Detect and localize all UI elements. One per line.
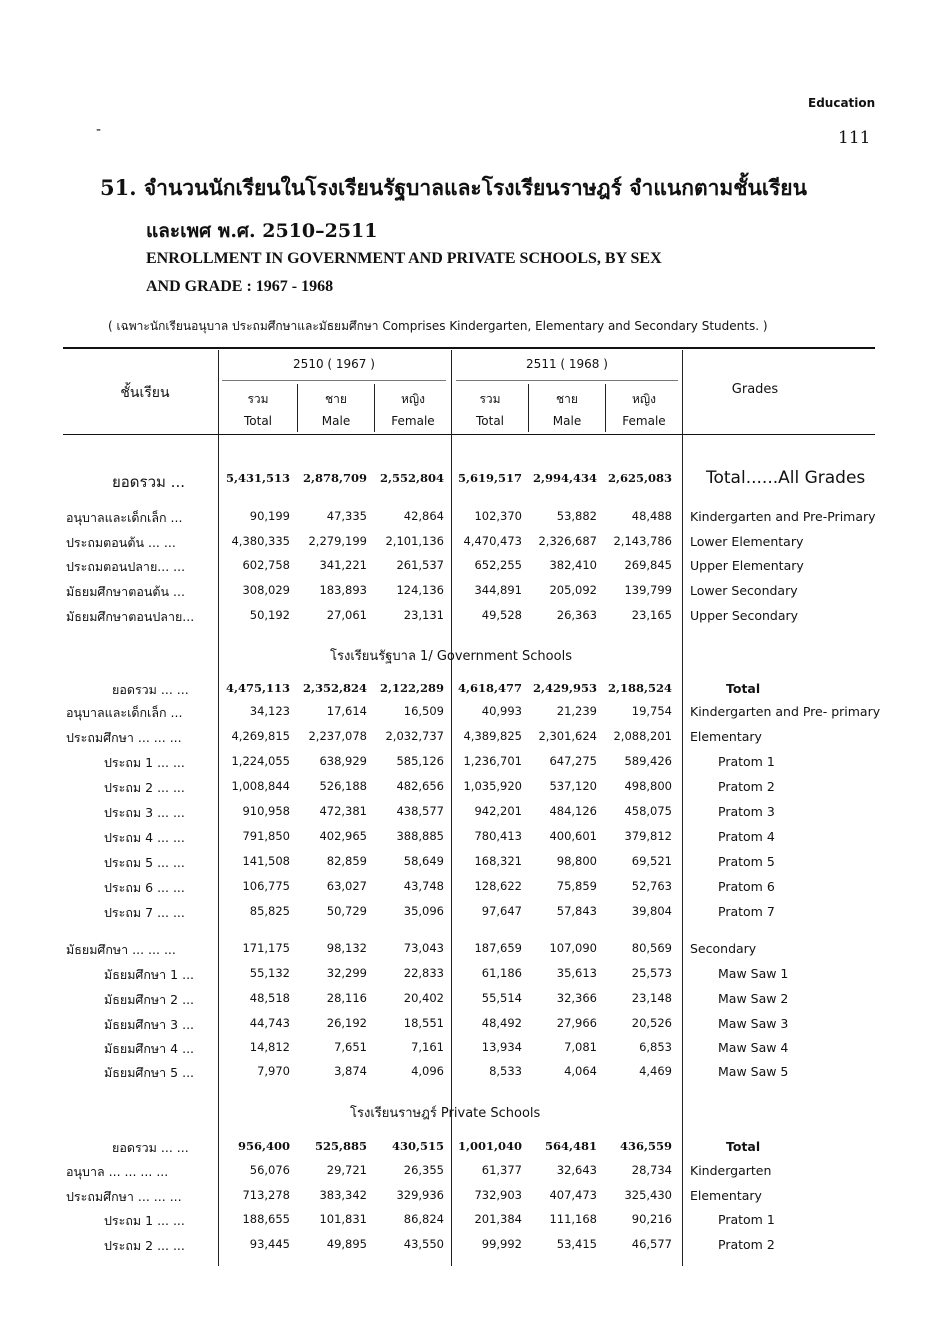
row-label-thai: มัธยมศึกษาตอนปลาย...	[66, 609, 195, 624]
header-1968-female-english: Female	[622, 414, 666, 428]
header-1968-total-thai: รวม	[479, 392, 501, 406]
table-cell: 43,748	[403, 879, 444, 893]
table-cell: 526,188	[319, 779, 367, 793]
table-cell: 44,743	[249, 1016, 290, 1030]
table-cell: 188,655	[242, 1212, 290, 1226]
row-label-english: Secondary	[690, 941, 757, 956]
table-cell: 1,001,040	[457, 1139, 522, 1153]
table-cell: 17,614	[326, 704, 367, 718]
row-label-thai: มัธยมศึกษา ... ... ...	[66, 942, 176, 957]
row-label-english: Pratom 7	[718, 904, 775, 919]
table-cell: 5,431,513	[225, 471, 290, 485]
header-1967-female-english: Female	[391, 414, 435, 428]
table-cell: 28,116	[326, 991, 367, 1005]
row-label-thai: ประถม 2 ... ...	[104, 780, 185, 795]
table-cell: 32,366	[556, 991, 597, 1005]
row-label-english: Kindergarten and Pre-Primary	[690, 509, 876, 524]
row-label-english: Maw Saw 2	[718, 991, 789, 1006]
table-cell: 647,275	[549, 754, 597, 768]
row-label-thai: ยอดรวม ... ...	[112, 682, 189, 697]
table-cell: 498,800	[624, 779, 672, 793]
table-cell: 1,035,920	[463, 779, 522, 793]
header-year-1968: 2511 ( 1968 )	[526, 357, 608, 371]
table-cell: 7,161	[411, 1040, 444, 1054]
table-cell: 4,380,335	[231, 534, 290, 548]
table-cell: 525,885	[314, 1139, 367, 1153]
row-label-thai: มัธยมศึกษา 4 ...	[104, 1041, 195, 1056]
table-cell: 400,601	[549, 829, 597, 843]
table-cell: 39,804	[631, 904, 672, 918]
table-cell: 26,192	[326, 1016, 367, 1030]
row-label-thai: ประถม 1 ... ...	[104, 1213, 185, 1228]
header-1968-total-english: Total	[475, 414, 505, 428]
row-label-thai: ประถมศึกษา ... ... ...	[66, 1189, 182, 1204]
table-cell: 107,090	[549, 941, 597, 955]
table-cell: 61,186	[481, 966, 522, 980]
table-cell: 2,237,078	[308, 729, 367, 743]
row-label-english: Pratom 3	[718, 804, 775, 819]
table-cell: 537,120	[549, 779, 597, 793]
row-label-english: Total	[726, 681, 761, 696]
table-cell: 48,488	[631, 509, 672, 523]
table-cell: 2,878,709	[302, 471, 367, 485]
table-cell: 438,577	[396, 804, 444, 818]
row-label-english: Maw Saw 1	[718, 966, 789, 981]
table-cell: 101,831	[319, 1212, 367, 1226]
table-cell: 139,799	[624, 583, 672, 597]
table-cell: 379,812	[624, 829, 672, 843]
title-thai-line2: และเพศ พ.ศ. 2510–2511	[146, 220, 378, 242]
table-cell: 27,061	[326, 608, 367, 622]
table-cell: 102,370	[474, 509, 522, 523]
table-cell: 90,216	[631, 1212, 672, 1226]
table-cell: 732,903	[474, 1188, 522, 1202]
table-cell: 63,027	[326, 879, 367, 893]
table-cell: 341,221	[319, 558, 367, 572]
row-label-english: Pratom 2	[718, 779, 775, 794]
table-cell: 780,413	[474, 829, 522, 843]
row-label-english: Lower Secondary	[690, 583, 798, 598]
table-cell: 49,528	[481, 608, 522, 622]
table-cell: 16,509	[403, 704, 444, 718]
row-label-thai: มัธยมศึกษาตอนต้น ...	[66, 584, 185, 599]
title-thai-line1: 51. จำนวนนักเรียนในโรงเรียนรัฐบาลและโรงเรียนราษฎร์ จำแนกตามชั้นเรียน	[100, 175, 807, 200]
row-label-english: Pratom 6	[718, 879, 775, 894]
table-cell: 13,934	[481, 1040, 522, 1054]
table-cell: 956,400	[237, 1139, 290, 1153]
table-cell: 269,845	[624, 558, 672, 572]
table-cell: 49,895	[326, 1237, 367, 1251]
table-cell: 20,402	[403, 991, 444, 1005]
table-cell: 1,008,844	[231, 779, 290, 793]
table-cell: 47,335	[326, 509, 367, 523]
row-label-english: Pratom 1	[718, 1212, 775, 1227]
table-cell: 430,515	[391, 1139, 444, 1153]
table-cell: 3,874	[334, 1064, 367, 1078]
header-grades-english: Grades	[731, 382, 779, 397]
table-cell: 8,533	[489, 1064, 522, 1078]
table-cell: 2,352,824	[302, 681, 367, 695]
table-cell: 2,101,136	[385, 534, 444, 548]
table-cell: 261,537	[396, 558, 444, 572]
table-cell: 407,473	[549, 1188, 597, 1202]
header-year-1967: 2510 ( 1967 )	[293, 357, 375, 371]
table-cell: 4,096	[411, 1064, 444, 1078]
table-cell: 32,643	[556, 1163, 597, 1177]
table-cell: 80,569	[631, 941, 672, 955]
row-label-english: Elementary	[690, 729, 762, 744]
table-cell: 564,481	[544, 1139, 597, 1153]
year1-underline	[222, 380, 446, 381]
table-cell: 325,430	[624, 1188, 672, 1202]
table-cell: 329,936	[396, 1188, 444, 1202]
header-1967-female-thai: หญิง	[401, 392, 425, 406]
table-cell: 57,843	[556, 904, 597, 918]
table-cell: 35,613	[556, 966, 597, 980]
row-label-english: Total	[726, 1139, 761, 1154]
row-label-thai: ประถม 3 ... ...	[104, 805, 185, 820]
header-grade-thai: ชั้นเรียน	[120, 385, 170, 401]
table-cell: 32,299	[326, 966, 367, 980]
row-label-english: Maw Saw 5	[718, 1064, 789, 1079]
table-cell: 93,445	[249, 1237, 290, 1251]
row-label-english: Lower Elementary	[690, 534, 804, 549]
table-cell: 53,415	[556, 1237, 597, 1251]
table-cell: 52,763	[631, 879, 672, 893]
table-cell: 2,994,434	[532, 471, 597, 485]
table-cell: 2,552,804	[379, 471, 444, 485]
table-cell: 638,929	[319, 754, 367, 768]
table-cell: 86,824	[403, 1212, 444, 1226]
table-cell: 58,649	[403, 854, 444, 868]
row-label-english: Upper Secondary	[690, 608, 799, 623]
title-english-line2: AND GRADE : 1967 - 1968	[146, 278, 334, 295]
table-cell: 98,132	[326, 941, 367, 955]
table-cell: 7,970	[257, 1064, 290, 1078]
table-cell: 388,885	[396, 829, 444, 843]
header-1968-female-thai: หญิง	[632, 392, 656, 406]
row-label-thai: ประถมตอนปลาย... ...	[66, 559, 186, 574]
row-label-english: Maw Saw 4	[718, 1040, 789, 1055]
table-cell: 99,992	[481, 1237, 522, 1251]
table-cell: 98,800	[556, 854, 597, 868]
table-cell: 55,132	[249, 966, 290, 980]
table-cell: 42,864	[403, 509, 444, 523]
table-cell: 2,122,289	[379, 681, 444, 695]
table-cell: 50,192	[249, 608, 290, 622]
table-cell: 5,619,517	[457, 471, 522, 485]
header-1968-male-english: Male	[552, 414, 582, 428]
table-cell: 124,136	[396, 583, 444, 597]
table-cell: 26,363	[556, 608, 597, 622]
table-cell: 73,043	[403, 941, 444, 955]
row-label-thai: ยอดรวม ...	[112, 473, 185, 491]
row-label-thai: ยอดรวม ... ...	[112, 1140, 189, 1155]
table-cell: 171,175	[242, 941, 290, 955]
table-cell: 482,656	[396, 779, 444, 793]
table-cell: 1,236,701	[463, 754, 522, 768]
table-cell: 187,659	[474, 941, 522, 955]
row-label-english: Pratom 5	[718, 854, 775, 869]
table-cell: 35,096	[403, 904, 444, 918]
table-cell: 382,410	[549, 558, 597, 572]
table-cell: 344,891	[474, 583, 522, 597]
table-cell: 21,239	[556, 704, 597, 718]
table-cell: 69,521	[631, 854, 672, 868]
table-cell: 85,825	[249, 904, 290, 918]
row-label-thai: อนุบาลและเด็กเล็ก ...	[66, 705, 183, 720]
table-cell: 201,384	[474, 1212, 522, 1226]
row-label-thai: ประถม 1 ... ...	[104, 755, 185, 770]
table-cell: 2,188,524	[607, 681, 672, 695]
row-label-english: Pratom 1	[718, 754, 775, 769]
table-cell: 458,075	[624, 804, 672, 818]
table-cell: 50,729	[326, 904, 367, 918]
table-cell: 61,377	[481, 1163, 522, 1177]
row-label-english: Pratom 4	[718, 829, 775, 844]
table-cell: 602,758	[242, 558, 290, 572]
table-cell: 168,321	[474, 854, 522, 868]
table-cell: 19,754	[631, 704, 672, 718]
page-number: 111	[838, 128, 871, 148]
row-label-thai: ประถม 6 ... ...	[104, 880, 185, 895]
table-cell: 589,426	[624, 754, 672, 768]
table-cell: 29,721	[326, 1163, 367, 1177]
table-cell: 2,625,083	[607, 471, 672, 485]
table-cell: 7,651	[334, 1040, 367, 1054]
table-cell: 4,618,477	[457, 681, 522, 695]
row-label-thai: มัธยมศึกษา 5 ...	[104, 1065, 195, 1080]
table-cell: 4,269,815	[231, 729, 290, 743]
table-cell: 97,647	[481, 904, 522, 918]
header-1967-total-thai: รวม	[247, 392, 269, 406]
page-mark: -	[96, 122, 102, 138]
table-cell: 2,429,953	[532, 681, 597, 695]
table-cell: 46,577	[631, 1237, 672, 1251]
row-label-english: Upper Elementary	[690, 558, 804, 573]
row-label-english: Maw Saw 3	[718, 1016, 789, 1031]
col-divider-grades	[682, 350, 683, 1266]
row-label-thai: มัธยมศึกษา 2 ...	[104, 992, 195, 1007]
table-cell: 402,965	[319, 829, 367, 843]
table-cell: 28,734	[631, 1163, 672, 1177]
row-label-thai: ประถมตอนต้น ... ...	[66, 535, 176, 550]
table-cell: 23,148	[631, 991, 672, 1005]
table-cell: 2,326,687	[538, 534, 597, 548]
table-cell: 183,893	[319, 583, 367, 597]
title-english-line1: ENROLLMENT IN GOVERNMENT AND PRIVATE SCHOOLS, BY SEX	[146, 250, 662, 267]
table-cell: 22,833	[403, 966, 444, 980]
header-bottom-rule	[63, 434, 875, 435]
table-cell: 713,278	[242, 1188, 290, 1202]
table-cell: 4,469	[639, 1064, 672, 1078]
table-cell: 484,126	[549, 804, 597, 818]
table-cell: 472,381	[319, 804, 367, 818]
row-label-english: Total......All Grades	[706, 468, 866, 488]
row-label-english: Kindergarten	[690, 1163, 772, 1178]
table-cell: 18,551	[403, 1016, 444, 1030]
table-cell: 23,165	[631, 608, 672, 622]
row-label-english: Elementary	[690, 1188, 762, 1203]
table-cell: 2,088,201	[613, 729, 672, 743]
table-cell: 2,032,737	[385, 729, 444, 743]
table-cell: 34,123	[249, 704, 290, 718]
table-cell: 205,092	[549, 583, 597, 597]
table-cell: 111,168	[549, 1212, 597, 1226]
row-label-english: Pratom 2	[718, 1237, 775, 1252]
table-cell: 40,993	[481, 704, 522, 718]
table-cell: 1,224,055	[231, 754, 290, 768]
table-cell: 48,492	[481, 1016, 522, 1030]
row-label-thai: ประถม 7 ... ...	[104, 905, 185, 920]
table-cell: 26,355	[403, 1163, 444, 1177]
table-cell: 4,475,113	[225, 681, 290, 695]
table-cell: 25,573	[631, 966, 672, 980]
table-cell: 7,081	[564, 1040, 597, 1054]
year2-underline	[456, 380, 678, 381]
table-cell: 53,882	[556, 509, 597, 523]
table-cell: 942,201	[474, 804, 522, 818]
section-label: Education	[808, 96, 876, 110]
table-cell: 4,064	[564, 1064, 597, 1078]
table-cell: 106,775	[242, 879, 290, 893]
table-cell: 90,199	[249, 509, 290, 523]
table-cell: 4,389,825	[463, 729, 522, 743]
table-cell: 20,526	[631, 1016, 672, 1030]
table-cell: 383,342	[319, 1188, 367, 1202]
row-label-thai: มัธยมศึกษา 3 ...	[104, 1017, 195, 1032]
table-note: ( เฉพาะนักเรียนอนุบาล ประถมศึกษาและมัธยมศึกษา Comprises Kindergarten, Elementary and Secondary Students. )	[108, 319, 768, 333]
table-cell: 27,966	[556, 1016, 597, 1030]
row-label-thai: อนุบาลและเด็กเล็ก ...	[66, 510, 183, 525]
table-cell: 48,518	[249, 991, 290, 1005]
table-cell: 23,131	[403, 608, 444, 622]
header-1967-male-english: Male	[321, 414, 351, 428]
row-label-english: Kindergarten and Pre- primary	[690, 704, 881, 719]
row-label-thai: ประถมศึกษา ... ... ...	[66, 730, 182, 745]
header-1967-total-english: Total	[243, 414, 273, 428]
table-cell: 56,076	[249, 1163, 290, 1177]
table-cell: 141,508	[242, 854, 290, 868]
section-government-schools: โรงเรียนรัฐบาล 1/ Government Schools	[330, 649, 572, 664]
header-1968-male-thai: ชาย	[556, 392, 578, 406]
table-cell: 43,550	[403, 1237, 444, 1251]
row-label-thai: อนุบาล ... ... ... ...	[66, 1164, 169, 1179]
table-cell: 585,126	[396, 754, 444, 768]
table-cell: 128,622	[474, 879, 522, 893]
table-cell: 308,029	[242, 583, 290, 597]
table-cell: 2,143,786	[613, 534, 672, 548]
table-cell: 4,470,473	[463, 534, 522, 548]
row-label-thai: ประถม 2 ... ...	[104, 1238, 185, 1253]
table-cell: 6,853	[639, 1040, 672, 1054]
table-top-rule	[63, 347, 875, 349]
table-cell: 910,958	[242, 804, 290, 818]
table-cell: 791,850	[242, 829, 290, 843]
row-label-thai: ประถม 4 ... ...	[104, 830, 185, 845]
table-cell: 75,859	[556, 879, 597, 893]
row-label-thai: มัธยมศึกษา 1 ...	[104, 967, 195, 982]
table-cell: 2,301,624	[538, 729, 597, 743]
table-cell: 14,812	[249, 1040, 290, 1054]
table-cell: 55,514	[481, 991, 522, 1005]
table-cell: 652,255	[474, 558, 522, 572]
table-cell: 2,279,199	[308, 534, 367, 548]
table-cell: 436,559	[619, 1139, 672, 1153]
table-cell: 82,859	[326, 854, 367, 868]
header-1967-male-thai: ชาย	[325, 392, 347, 406]
section-private-schools: โรงเรียนราษฎร์ Private Schools	[350, 1106, 541, 1121]
row-label-thai: ประถม 5 ... ...	[104, 855, 185, 870]
